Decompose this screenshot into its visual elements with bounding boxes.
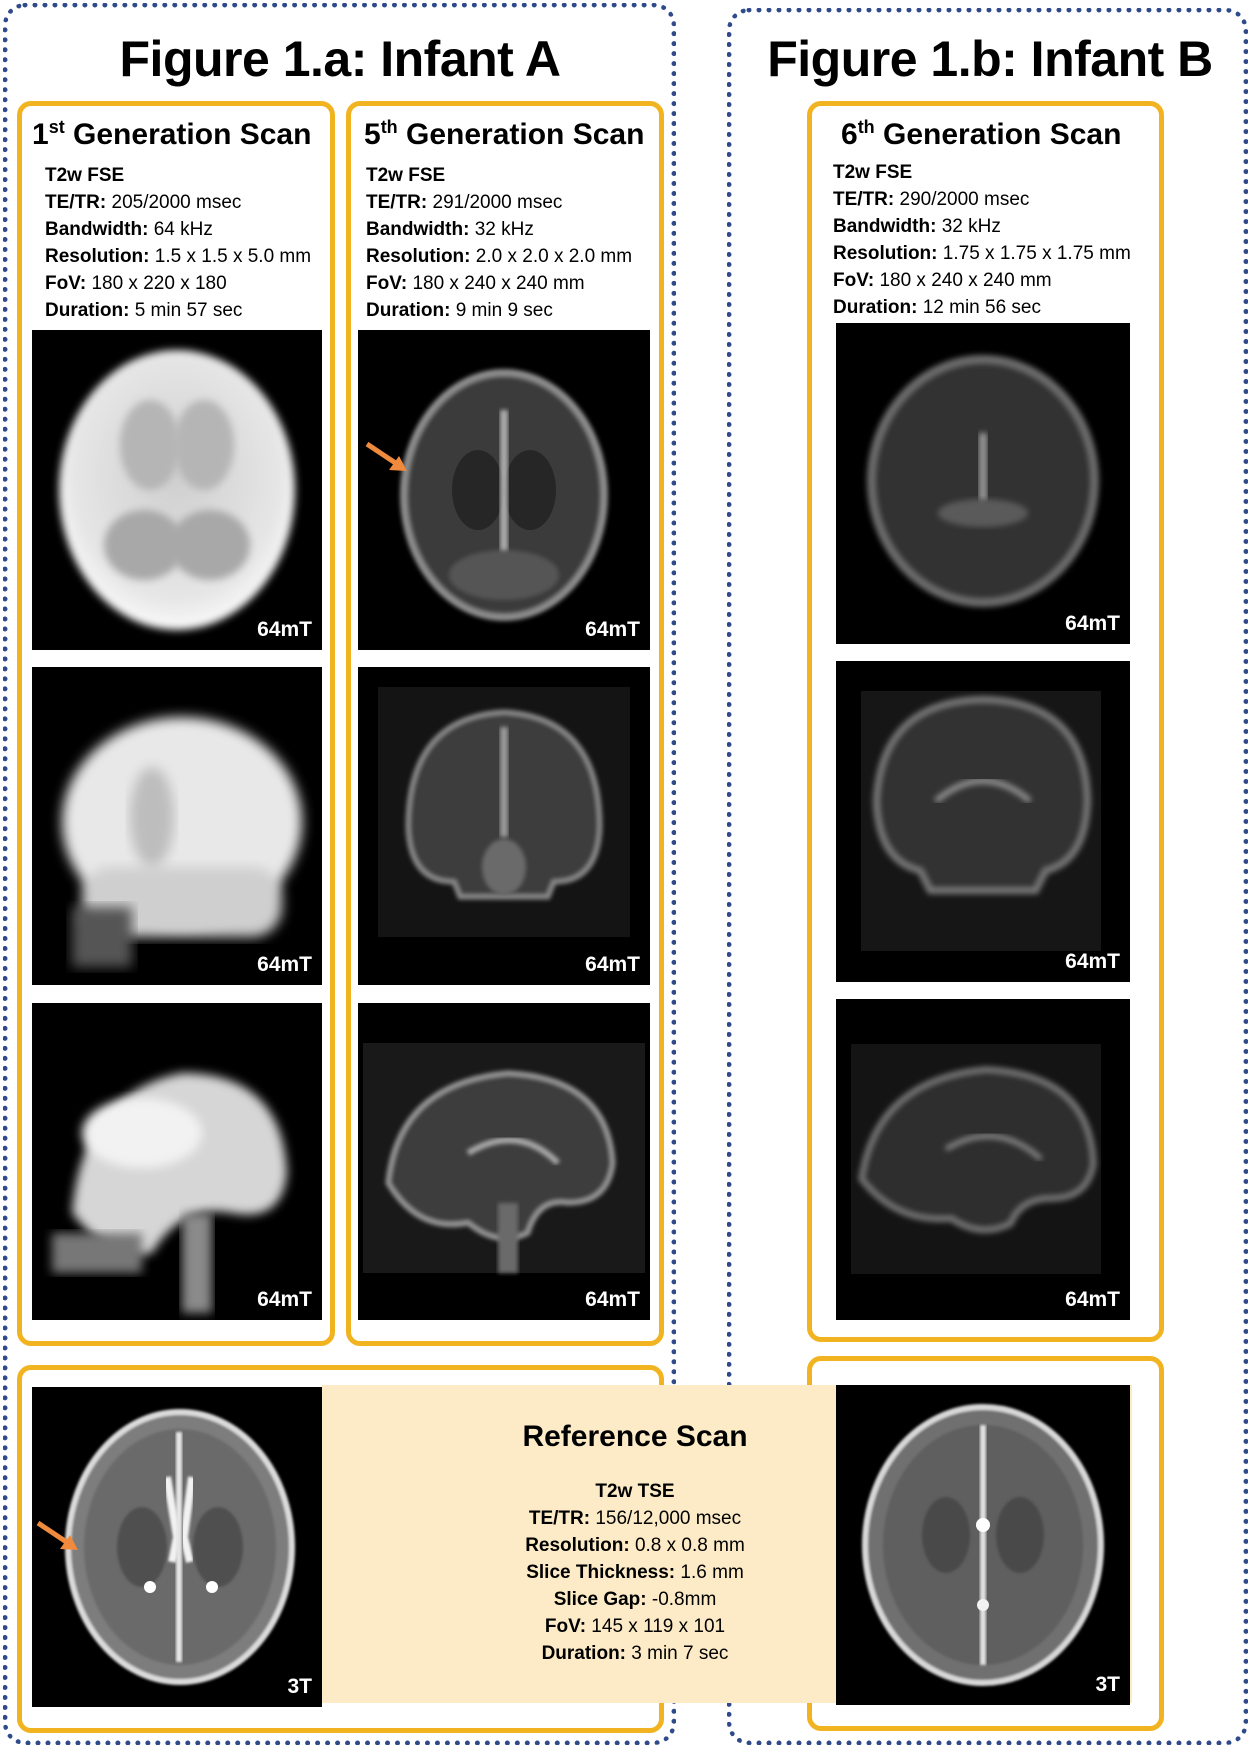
field-strength-label: 64mT — [257, 953, 312, 976]
brain-axial-graphic — [32, 330, 322, 650]
param-row: Bandwidth: 32 kHz — [366, 219, 534, 240]
scan6-coronal-image — [836, 661, 1130, 982]
param-row: TE/TR: 156/12,000 msec — [528, 1508, 742, 1529]
field-strength-label: 64mT — [585, 1288, 640, 1311]
scan5-axial-image — [358, 330, 650, 650]
scan6-sagittal-image — [836, 999, 1130, 1320]
param-row: Duration: 12 min 56 sec — [833, 297, 1042, 318]
figure-b-title: Figure 1.b: Infant B — [767, 31, 1213, 87]
param-row: Bandwidth: 64 kHz — [45, 219, 213, 240]
scan5-sagittal-image — [358, 1003, 650, 1320]
param-row: Bandwidth: 32 kHz — [833, 216, 1001, 237]
reference-params — [440, 1478, 830, 1667]
brain-axial-graphic — [836, 323, 1130, 644]
param-row: T2w FSE — [366, 165, 446, 186]
param-row: TE/TR: 291/2000 msec — [366, 192, 563, 213]
brain-coronal-graphic — [358, 667, 650, 985]
brain-axial-graphic — [358, 330, 650, 650]
scan1-params — [45, 162, 311, 324]
param-row: Duration: 9 min 9 sec — [366, 300, 553, 321]
scan1-title: 1st Generation Scan — [32, 117, 312, 151]
param-row: TE/TR: 205/2000 msec — [45, 192, 242, 213]
scan6-params — [833, 159, 1131, 321]
scan5-coronal-image — [358, 667, 650, 985]
param-row: Duration: 5 min 57 sec — [45, 300, 243, 321]
scan1-coronal-image — [32, 667, 322, 985]
field-strength-label: 64mT — [1065, 1288, 1120, 1311]
param-row: Slice Thickness: 1.6 mm — [526, 1562, 744, 1583]
arrow-icon — [363, 438, 413, 478]
brain-sagittal-graphic — [836, 999, 1130, 1320]
brain-sagittal-graphic — [358, 1003, 650, 1320]
reference-image-infant-b — [836, 1385, 1130, 1705]
field-strength-label: 64mT — [585, 953, 640, 976]
brain-sagittal-graphic — [32, 1003, 322, 1320]
scan5-params — [366, 162, 632, 324]
field-strength-label: 64mT — [1065, 950, 1120, 973]
param-row: TE/TR: 290/2000 msec — [833, 189, 1030, 210]
reference-image-infant-a — [32, 1387, 322, 1707]
param-row: Resolution: 2.0 x 2.0 x 2.0 mm — [366, 246, 633, 267]
param-row: T2w FSE — [833, 162, 913, 183]
param-row: Resolution: 1.5 x 1.5 x 5.0 mm — [45, 246, 312, 267]
field-strength-label: 64mT — [585, 618, 640, 641]
param-row: FoV: 180 x 240 x 240 mm — [833, 270, 1052, 291]
scan5-title: 5th Generation Scan — [364, 117, 645, 151]
param-row: Resolution: 1.75 x 1.75 x 1.75 mm — [833, 243, 1131, 264]
field-strength-label: 64mT — [257, 618, 312, 641]
scan6-title: 6th Generation Scan — [841, 117, 1122, 151]
figure-a-title: Figure 1.a: Infant A — [119, 31, 561, 87]
param-row: Resolution: 0.8 x 0.8 mm — [525, 1535, 745, 1556]
scan1-sagittal-image — [32, 1003, 322, 1320]
param-row: Slice Gap: -0.8mm — [553, 1589, 717, 1610]
field-strength-label: 64mT — [1065, 612, 1120, 635]
scan6-axial-image — [836, 323, 1130, 644]
field-strength-label: 64mT — [257, 1288, 312, 1311]
arrow-icon — [34, 1517, 84, 1557]
reference-title: Reference Scan — [522, 1420, 748, 1453]
param-row: T2w TSE — [595, 1481, 675, 1502]
brain-axial-reference-graphic — [836, 1385, 1130, 1705]
brain-coronal-graphic — [836, 661, 1130, 982]
field-strength-label: 3T — [1095, 1673, 1120, 1696]
scan1-axial-image — [32, 330, 322, 650]
param-row: FoV: 145 x 119 x 101 — [544, 1616, 726, 1637]
param-row: Duration: 3 min 7 sec — [541, 1643, 729, 1664]
field-strength-label: 3T — [287, 1675, 312, 1698]
brain-coronal-graphic — [32, 667, 322, 985]
param-row: FoV: 180 x 220 x 180 — [45, 273, 227, 294]
param-row: FoV: 180 x 240 x 240 mm — [366, 273, 585, 294]
param-row: T2w FSE — [45, 165, 125, 186]
